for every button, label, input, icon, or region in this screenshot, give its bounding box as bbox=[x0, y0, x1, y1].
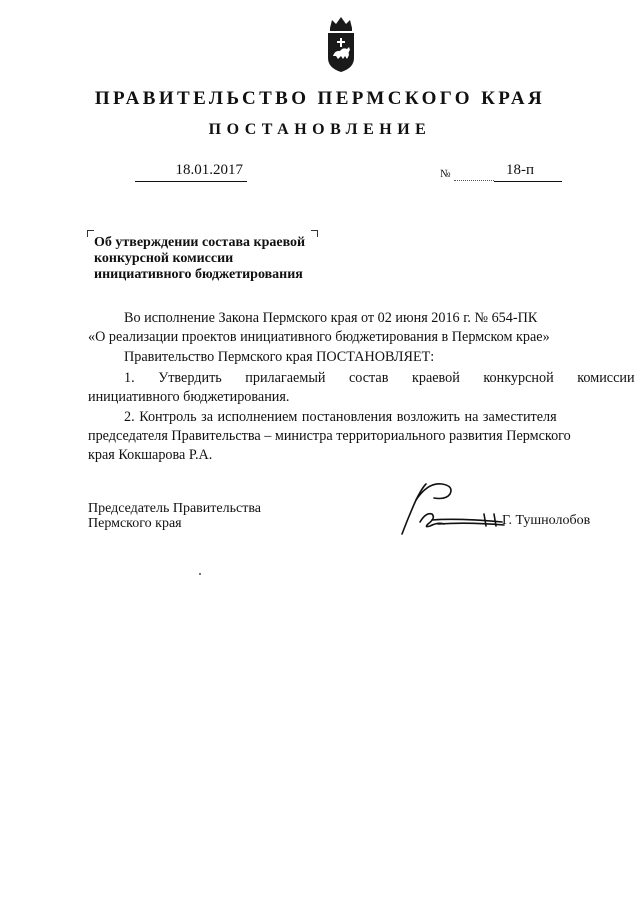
text-line: 1. Утвердить прилагаемый состав краевой конкурсной комиссии bbox=[124, 370, 635, 386]
text-line: «О реализации проектов инициативного бюджетирования в Пермском крае» bbox=[88, 329, 550, 345]
text-line: 2. Контроль за исполнением постановления возложить на заместителя bbox=[124, 409, 557, 425]
document-subject bbox=[94, 235, 354, 283]
text-line: Во исполнение Закона Пермского края от 02 июня 2016 г. № 654-ПК bbox=[124, 310, 538, 326]
signatory-position bbox=[88, 501, 261, 531]
position-line: Пермского края bbox=[88, 516, 182, 531]
text-line: Правительство Пермского края ПОСТАНОВЛЯЕТ: bbox=[124, 349, 435, 365]
paragraph-preamble bbox=[88, 309, 600, 347]
paragraph-item-2 bbox=[88, 408, 600, 465]
position-line: Председатель Правительства bbox=[88, 501, 261, 516]
text-line: края Кокшарова Р.А. bbox=[88, 447, 213, 463]
number-sign: № bbox=[440, 168, 451, 180]
document-date: 18.01.2017 bbox=[135, 162, 247, 182]
paragraph-item-1 bbox=[88, 369, 635, 407]
number-dotted-line bbox=[454, 170, 494, 181]
text-line: председателя Правительства – министра территориального развития Пермского bbox=[88, 428, 571, 444]
handwritten-signature bbox=[398, 478, 508, 536]
subject-corner-left bbox=[87, 230, 94, 237]
document-type: ПОСТАНОВЛЕНИЕ bbox=[208, 121, 432, 138]
scan-speck bbox=[199, 573, 201, 575]
signatory-name: Г. Тушнолобов bbox=[502, 513, 591, 528]
subject-line: Об утверждении состава краевой bbox=[94, 235, 306, 250]
document-number: 18-п bbox=[494, 162, 562, 182]
coat-of-arms-icon bbox=[322, 14, 360, 74]
subject-line: конкурсной комиссии bbox=[94, 251, 234, 266]
text-line: инициативного бюджетирования. bbox=[88, 389, 290, 405]
subject-line: инициативного бюджетирования bbox=[94, 267, 303, 282]
government-title: ПРАВИТЕЛЬСТВО ПЕРМСКОГО КРАЯ bbox=[94, 88, 546, 109]
paragraph-resolves bbox=[88, 348, 600, 367]
